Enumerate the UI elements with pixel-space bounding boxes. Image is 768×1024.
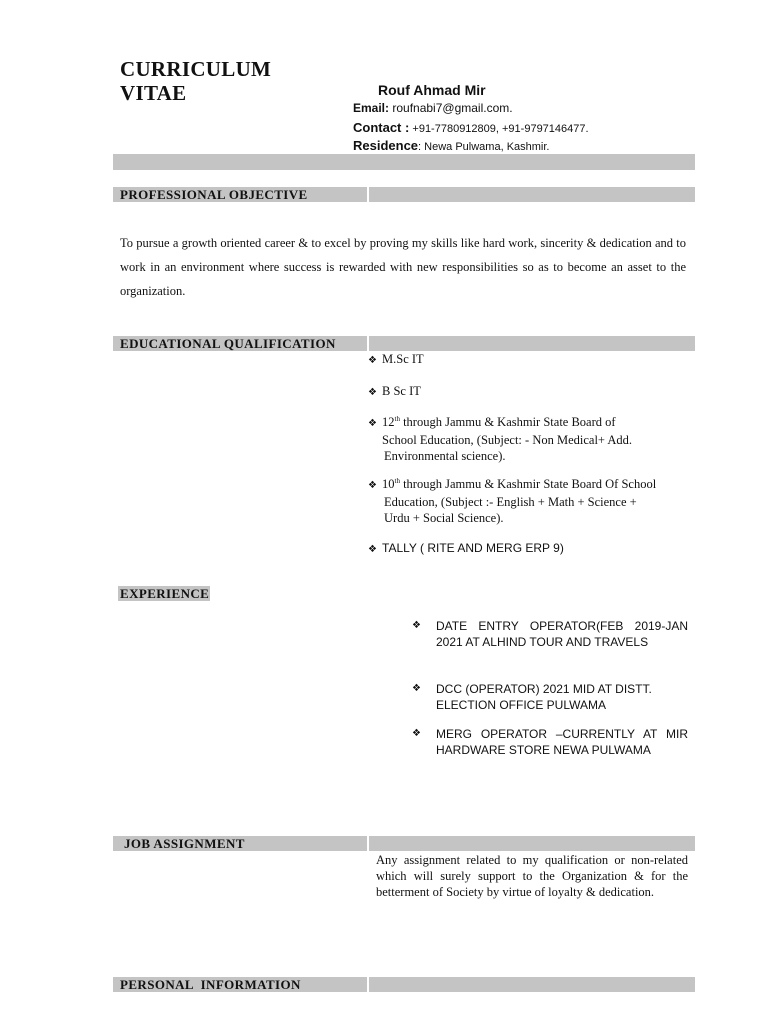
bar-separator xyxy=(367,836,369,851)
email-value: roufnabi7@gmail.com. xyxy=(389,101,513,115)
personal-heading: PERSONAL INFORMATION xyxy=(120,977,301,992)
bullet-icon: ❖ xyxy=(368,387,377,398)
bullet-icon: ❖ xyxy=(368,418,377,429)
experience-item xyxy=(412,618,688,650)
experience-item-text: DATE ENTRY OPERATOR(FEB 2019-JAN 2021 AT ALHIND TOUR AND TRAVELS xyxy=(436,619,688,649)
education-item-text: through Jammu & Kashmir State Board of xyxy=(399,415,616,429)
bullet-icon: ❖ xyxy=(368,544,377,555)
education-item-text: Urdu + Social Science). xyxy=(384,511,504,525)
email-label: Email: xyxy=(353,101,390,115)
contact-line xyxy=(353,120,589,135)
education-item-text: Environmental science). xyxy=(384,449,506,463)
document-title xyxy=(120,57,271,105)
grade-number: 12 xyxy=(382,415,395,429)
title-line-2: VITAE xyxy=(120,81,187,105)
education-heading: EDUCATIONAL QUALIFICATION xyxy=(120,336,336,351)
objective-heading: PROFESSIONAL OBJECTIVE xyxy=(120,187,308,202)
grade-number: 10 xyxy=(382,477,395,491)
bullet-icon: ❖ xyxy=(412,728,421,739)
education-item xyxy=(368,540,564,558)
residence-value: : Newa Pulwama, Kashmir. xyxy=(418,141,550,153)
job-text: Any assignment related to my qualification or non-related which will surely support to the Organization & for the betterment of Society by virtue of loyalty & dedication. xyxy=(376,853,688,899)
experience-item-text: MERG OPERATOR –CURRENTLY AT MIR HARDWARE STORE NEWA PULWAMA xyxy=(436,727,688,757)
residence-label: Residence xyxy=(353,138,419,153)
bullet-icon: ❖ xyxy=(368,480,377,491)
education-item-text: B Sc IT xyxy=(382,384,421,398)
education-item xyxy=(368,414,688,464)
education-item xyxy=(368,383,421,401)
bullet-icon: ❖ xyxy=(412,620,421,631)
education-item-text: Education, (Subject :- English + Math + Science + xyxy=(384,495,637,509)
grade-suffix: th xyxy=(394,476,400,485)
job-heading: JOB ASSIGNMENT xyxy=(124,836,245,851)
bar-separator xyxy=(367,977,369,992)
education-item-text: TALLY ( RITE AND MERG ERP 9) xyxy=(382,541,564,555)
grade-suffix: th xyxy=(394,414,400,423)
bar-separator xyxy=(367,187,369,202)
education-item-text: M.Sc IT xyxy=(382,352,424,366)
bullet-icon: ❖ xyxy=(368,355,377,366)
objective-text: To pursue a growth oriented career & to excel by proving my skills like hard work, sincerity & dedication and to work in an environment where success is rewarded with new responsibilities so as to become an asset to the organization. xyxy=(120,236,686,298)
email-line xyxy=(353,101,513,115)
experience-item xyxy=(412,681,688,713)
experience-item xyxy=(412,726,688,758)
bar-separator xyxy=(367,336,369,351)
education-item-text: through Jammu & Kashmir State Board Of School xyxy=(399,477,657,491)
experience-item-text: DCC (OPERATOR) 2021 MID AT DISTT. ELECTION OFFICE PULWAMA xyxy=(436,682,652,712)
education-item-text: School Education, (Subject: - Non Medical+ Add. xyxy=(382,433,633,447)
bullet-icon: ❖ xyxy=(412,683,421,694)
contact-value: +91-7780912809, +91-9797146477. xyxy=(409,123,589,135)
candidate-name: Rouf Ahmad Mir xyxy=(378,82,486,98)
header-divider-bar xyxy=(113,154,695,170)
education-item xyxy=(368,351,424,369)
contact-label: Contact : xyxy=(353,120,410,135)
experience-heading: EXPERIENCE xyxy=(120,586,210,601)
residence-line xyxy=(353,138,549,153)
education-item xyxy=(368,476,688,526)
title-line-1: CURRICULUM xyxy=(120,57,272,81)
